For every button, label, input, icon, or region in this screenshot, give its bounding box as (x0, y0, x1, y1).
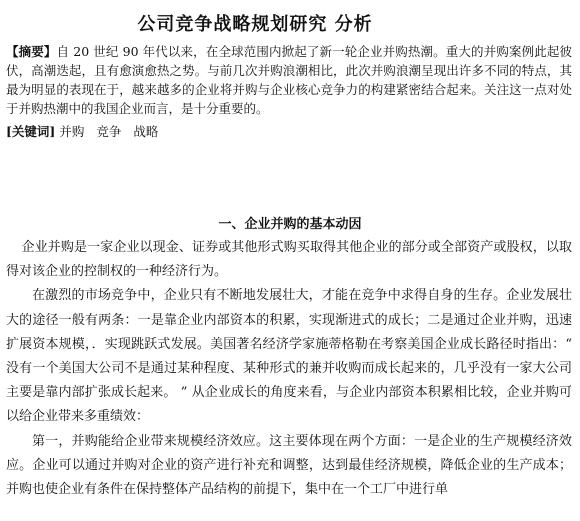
abstract-paragraph (6, 42, 572, 118)
body-paragraph: 企业并购是一家企业以现金、证券或其他形式购买取得其他企业的部分或全部资产或股权，以取得对该企业的控制权的一种经济行为。 (6, 240, 572, 280)
document-title: 公司竞争战略规划研究 分析 (137, 14, 373, 35)
keywords-line (6, 122, 572, 141)
body-paragraph: 第一，并购能给企业带来规模经济效应。这主要体现在两个方面：一是企业的生产规模经济效应。企业可以通过并购对企业的资产进行补充和调整，达到最佳经济规模，降低企业的生产成本；并购也使企业有条件在保持整体产品结构的前提下，集中在一个工厂中进行单 (6, 433, 572, 498)
keyword-item: 战略 (133, 124, 159, 139)
abstract-label: 【摘要】 (6, 44, 57, 59)
body-text (6, 236, 572, 502)
body-paragraph: 在激烈的市场竞争中，企业只有不断地发展壮大，才能在竞争中求得自身的生存。企业发展壮大的途径一般有两条：一是靠企业内部资本的积累，实现渐进式的成长；二是通过企业并购，迅速扩展资本规模，．实现跳跃式发展。美国著名经济学家施蒂格勒在考察美国企业成长路径时指出：“ 没有一个美国大公司不是通过某种程度、某种形式的兼并收购而成长起来的，几乎没有一家大公司主要是靠内部扩张成长起来。 ” 从企业成长的角度来看，与企业内部资本积累相比较，企业并购可以给企业带来多重绩效： (6, 288, 572, 425)
keyword-item: 并购 (59, 124, 85, 139)
abstract-text: 自 20 世纪 90 年代以来，在全球范围内掀起了新一轮企业并购热潮。重大的并购案例此起彼伏，高潮迭起，且有愈演愈热之势。与前几次并购浪潮相比，此次并购浪潮呈现出许多不同的特点，其最为明显的表现在于，越来越多的企业将并购与企业核心竞争力的构建紧密结合起来。关注这一点对处于并购热潮中的我国企业而言，是十分重要的。 (6, 44, 572, 116)
keywords-label: [关键词] (6, 124, 56, 139)
keyword-item: 竞争 (96, 124, 122, 139)
section-heading: 一、企业并购的基本动因 (218, 217, 362, 232)
